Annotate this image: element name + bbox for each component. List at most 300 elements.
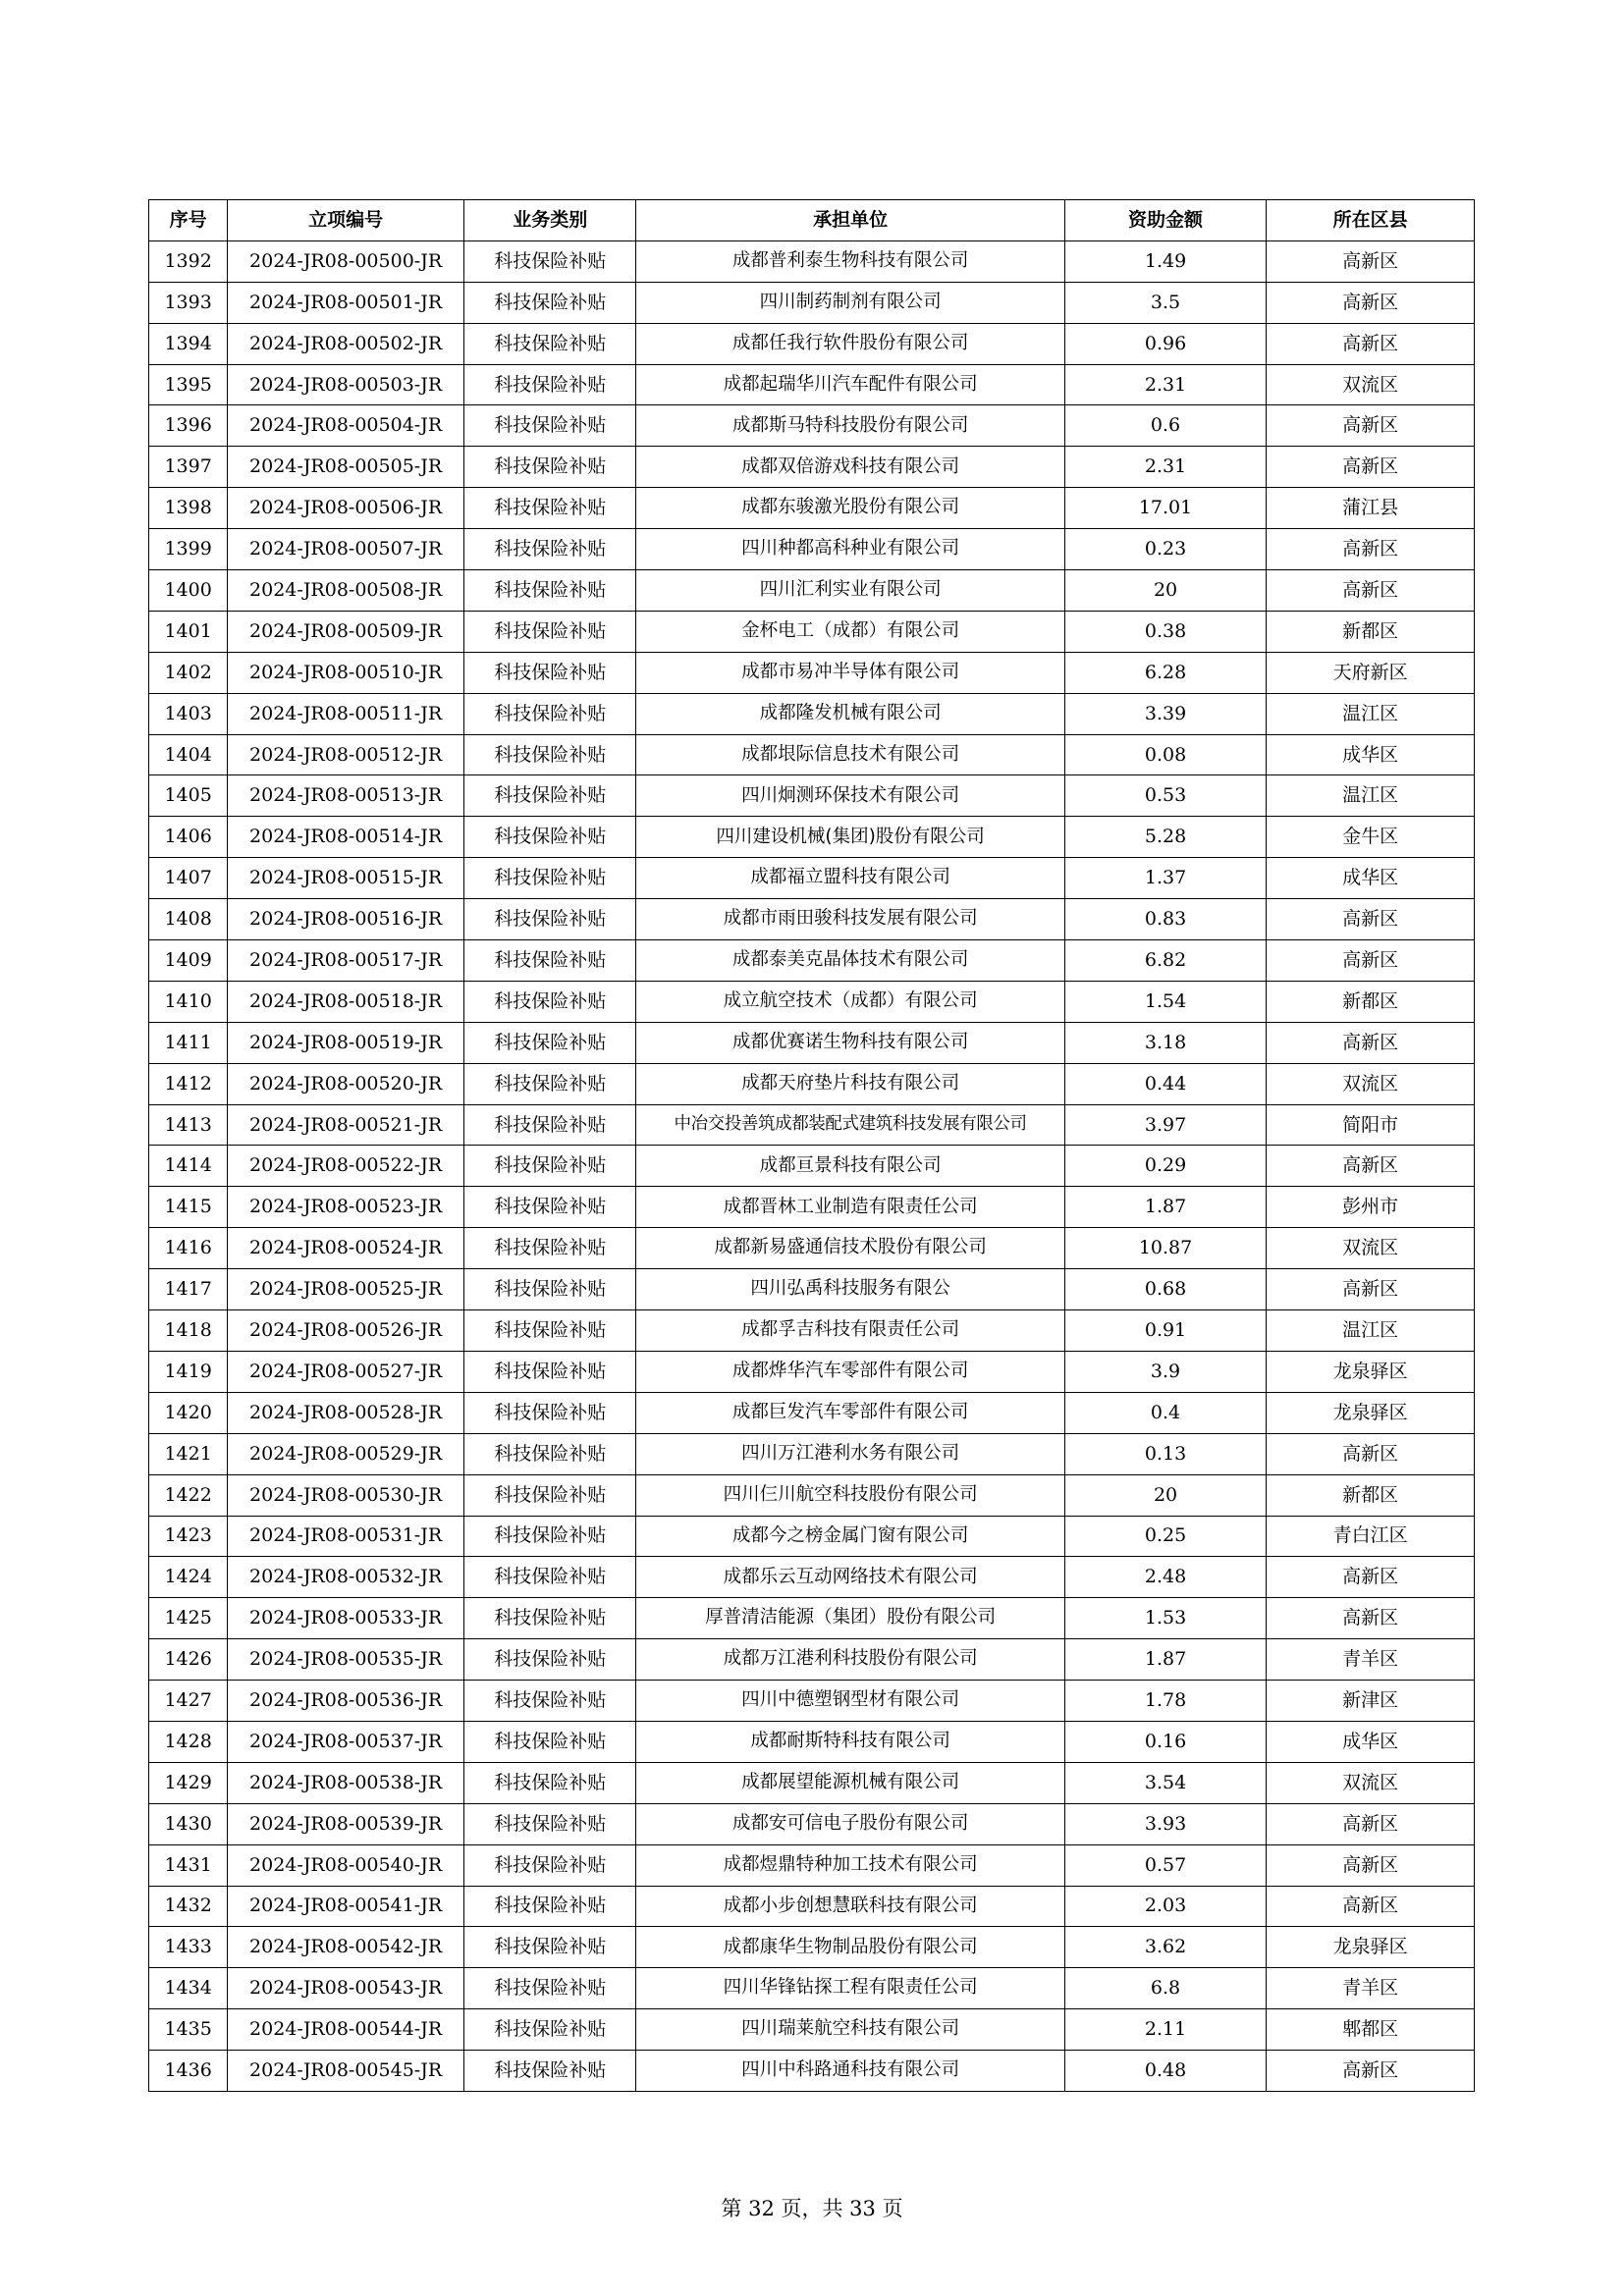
table-row: [149, 1269, 1475, 1310]
cell-index: 1433: [149, 1927, 228, 1968]
table-row: [149, 611, 1475, 652]
header-funding-amount: 资助金额: [1064, 200, 1267, 241]
cell-project-code: 2024-JR08-00505-JR: [228, 447, 464, 488]
cell-business-category: 科技保险补贴: [463, 899, 636, 940]
funding-table: [148, 199, 1475, 2092]
header-index: 序号: [149, 200, 228, 241]
cell-undertaking-unit: 成立航空技术（成都）有限公司: [636, 981, 1064, 1022]
cell-funding-amount: 0.13: [1064, 1433, 1267, 1474]
table-row: [149, 1557, 1475, 1598]
cell-project-code: 2024-JR08-00545-JR: [228, 2051, 464, 2092]
cell-index: 1411: [149, 1022, 228, 1063]
cell-project-code: 2024-JR08-00501-JR: [228, 282, 464, 323]
cell-funding-amount: 2.48: [1064, 1557, 1267, 1598]
cell-undertaking-unit: 金杯电工（成都）有限公司: [636, 611, 1064, 652]
cell-funding-amount: 6.28: [1064, 652, 1267, 693]
cell-project-code: 2024-JR08-00528-JR: [228, 1392, 464, 1433]
cell-district: 高新区: [1267, 282, 1475, 323]
cell-index: 1412: [149, 1063, 228, 1104]
cell-funding-amount: 0.96: [1064, 323, 1267, 364]
cell-index: 1418: [149, 1310, 228, 1352]
table-row: [149, 1681, 1475, 1722]
cell-business-category: 科技保险补贴: [463, 1146, 636, 1187]
cell-project-code: 2024-JR08-00500-JR: [228, 240, 464, 282]
table-row: [149, 652, 1475, 693]
cell-undertaking-unit: 四川种都高科种业有限公司: [636, 529, 1064, 570]
cell-district: 高新区: [1267, 1146, 1475, 1187]
cell-undertaking-unit: 成都展望能源机械有限公司: [636, 1762, 1064, 1803]
cell-funding-amount: 0.68: [1064, 1269, 1267, 1310]
cell-index: 1401: [149, 611, 228, 652]
table-row: [149, 1968, 1475, 2009]
cell-project-code: 2024-JR08-00530-JR: [228, 1474, 464, 1516]
cell-project-code: 2024-JR08-00532-JR: [228, 1557, 464, 1598]
cell-project-code: 2024-JR08-00535-JR: [228, 1639, 464, 1681]
cell-funding-amount: 0.29: [1064, 1146, 1267, 1187]
cell-funding-amount: 20: [1064, 570, 1267, 612]
cell-business-category: 科技保险补贴: [463, 529, 636, 570]
header-business-category: 业务类别: [463, 200, 636, 241]
table-row: [149, 734, 1475, 775]
cell-undertaking-unit: 成都优赛诺生物科技有限公司: [636, 1022, 1064, 1063]
cell-business-category: 科技保险补贴: [463, 652, 636, 693]
cell-business-category: 科技保险补贴: [463, 1927, 636, 1968]
cell-business-category: 科技保险补贴: [463, 488, 636, 529]
table-row: [149, 1022, 1475, 1063]
cell-funding-amount: 3.93: [1064, 1803, 1267, 1844]
cell-district: 高新区: [1267, 1844, 1475, 1886]
cell-funding-amount: 0.6: [1064, 405, 1267, 447]
cell-project-code: 2024-JR08-00525-JR: [228, 1269, 464, 1310]
cell-project-code: 2024-JR08-00504-JR: [228, 405, 464, 447]
cell-business-category: 科技保险补贴: [463, 2009, 636, 2051]
cell-district: 高新区: [1267, 447, 1475, 488]
cell-business-category: 科技保险补贴: [463, 940, 636, 982]
cell-district: 青白江区: [1267, 1516, 1475, 1557]
table-row: [149, 1063, 1475, 1104]
cell-funding-amount: 0.83: [1064, 899, 1267, 940]
cell-business-category: 科技保险补贴: [463, 1968, 636, 2009]
cell-project-code: 2024-JR08-00513-JR: [228, 775, 464, 817]
cell-index: 1417: [149, 1269, 228, 1310]
cell-project-code: 2024-JR08-00540-JR: [228, 1844, 464, 1886]
table-row: [149, 940, 1475, 982]
cell-business-category: 科技保险补贴: [463, 1886, 636, 1927]
cell-undertaking-unit: 成都东骏激光股份有限公司: [636, 488, 1064, 529]
table-row: [149, 323, 1475, 364]
cell-business-category: 科技保险补贴: [463, 1557, 636, 1598]
table-row: [149, 1146, 1475, 1187]
cell-index: 1400: [149, 570, 228, 612]
cell-project-code: 2024-JR08-00515-JR: [228, 858, 464, 899]
cell-business-category: 科技保险补贴: [463, 364, 636, 405]
table-row: [149, 1762, 1475, 1803]
table-row: [149, 817, 1475, 858]
cell-funding-amount: 1.87: [1064, 1187, 1267, 1228]
cell-funding-amount: 5.28: [1064, 817, 1267, 858]
cell-undertaking-unit: 四川炯测环保技术有限公司: [636, 775, 1064, 817]
cell-undertaking-unit: 四川中科路通科技有限公司: [636, 2051, 1064, 2092]
cell-undertaking-unit: 成都任我行软件股份有限公司: [636, 323, 1064, 364]
cell-district: 高新区: [1267, 529, 1475, 570]
cell-index: 1431: [149, 1844, 228, 1886]
cell-undertaking-unit: 成都乐云互动网络技术有限公司: [636, 1557, 1064, 1598]
cell-project-code: 2024-JR08-00538-JR: [228, 1762, 464, 1803]
cell-district: 双流区: [1267, 1762, 1475, 1803]
cell-district: 天府新区: [1267, 652, 1475, 693]
cell-index: 1423: [149, 1516, 228, 1557]
table-row: [149, 2051, 1475, 2092]
cell-project-code: 2024-JR08-00511-JR: [228, 693, 464, 734]
cell-business-category: 科技保险补贴: [463, 570, 636, 612]
cell-district: 高新区: [1267, 940, 1475, 982]
cell-funding-amount: 0.57: [1064, 1844, 1267, 1886]
cell-undertaking-unit: 成都耐斯特科技有限公司: [636, 1721, 1064, 1762]
table-row: [149, 1598, 1475, 1639]
cell-business-category: 科技保险补贴: [463, 1598, 636, 1639]
table-row: [149, 1886, 1475, 1927]
header-district: 所在区县: [1267, 200, 1475, 241]
cell-funding-amount: 3.62: [1064, 1927, 1267, 1968]
cell-project-code: 2024-JR08-00516-JR: [228, 899, 464, 940]
page-number: 第 32 页，共 33 页: [721, 2197, 903, 2220]
cell-business-category: 科技保险补贴: [463, 1433, 636, 1474]
table-row: [149, 240, 1475, 282]
cell-funding-amount: 0.4: [1064, 1392, 1267, 1433]
cell-undertaking-unit: 中冶交投善筑成都装配式建筑科技发展有限公司: [636, 1104, 1064, 1146]
cell-business-category: 科技保险补贴: [463, 817, 636, 858]
cell-index: 1421: [149, 1433, 228, 1474]
cell-index: 1434: [149, 1968, 228, 2009]
cell-business-category: 科技保险补贴: [463, 1228, 636, 1269]
table-row: [149, 405, 1475, 447]
cell-undertaking-unit: 成都泰美克晶体技术有限公司: [636, 940, 1064, 982]
cell-undertaking-unit: 成都万江港利科技股份有限公司: [636, 1639, 1064, 1681]
cell-project-code: 2024-JR08-00537-JR: [228, 1721, 464, 1762]
cell-undertaking-unit: 成都斯马特科技股份有限公司: [636, 405, 1064, 447]
cell-district: 高新区: [1267, 2051, 1475, 2092]
table-row: [149, 1639, 1475, 1681]
cell-index: 1429: [149, 1762, 228, 1803]
cell-funding-amount: 2.11: [1064, 2009, 1267, 2051]
cell-index: 1425: [149, 1598, 228, 1639]
cell-district: 高新区: [1267, 323, 1475, 364]
cell-district: 成华区: [1267, 734, 1475, 775]
cell-district: 高新区: [1267, 1433, 1475, 1474]
cell-business-category: 科技保险补贴: [463, 1474, 636, 1516]
cell-index: 1414: [149, 1146, 228, 1187]
cell-district: 成华区: [1267, 1721, 1475, 1762]
table-body: [149, 240, 1475, 2091]
cell-district: 青羊区: [1267, 1968, 1475, 2009]
table-row: [149, 775, 1475, 817]
cell-index: 1424: [149, 1557, 228, 1598]
cell-index: 1413: [149, 1104, 228, 1146]
table-row: [149, 1516, 1475, 1557]
cell-funding-amount: 3.39: [1064, 693, 1267, 734]
cell-business-category: 科技保险补贴: [463, 775, 636, 817]
cell-project-code: 2024-JR08-00519-JR: [228, 1022, 464, 1063]
cell-district: 高新区: [1267, 1598, 1475, 1639]
table-row: [149, 1433, 1475, 1474]
cell-index: 1395: [149, 364, 228, 405]
cell-funding-amount: 6.8: [1064, 1968, 1267, 2009]
cell-project-code: 2024-JR08-00543-JR: [228, 1968, 464, 2009]
cell-district: 新都区: [1267, 1474, 1475, 1516]
cell-index: 1428: [149, 1721, 228, 1762]
cell-undertaking-unit: 成都康华生物制品股份有限公司: [636, 1927, 1064, 1968]
cell-district: 高新区: [1267, 1557, 1475, 1598]
table-row: [149, 1187, 1475, 1228]
cell-index: 1403: [149, 693, 228, 734]
cell-index: 1408: [149, 899, 228, 940]
table-row: [149, 1310, 1475, 1352]
cell-project-code: 2024-JR08-00518-JR: [228, 981, 464, 1022]
cell-funding-amount: 3.97: [1064, 1104, 1267, 1146]
cell-project-code: 2024-JR08-00531-JR: [228, 1516, 464, 1557]
table-header-row: [149, 200, 1475, 241]
cell-project-code: 2024-JR08-00503-JR: [228, 364, 464, 405]
cell-funding-amount: 0.08: [1064, 734, 1267, 775]
cell-index: 1406: [149, 817, 228, 858]
cell-district: 新都区: [1267, 611, 1475, 652]
cell-index: 1405: [149, 775, 228, 817]
cell-district: 成华区: [1267, 858, 1475, 899]
cell-undertaking-unit: 厚普清洁能源（集团）股份有限公司: [636, 1598, 1064, 1639]
cell-undertaking-unit: 成都垠际信息技术有限公司: [636, 734, 1064, 775]
cell-funding-amount: 3.9: [1064, 1351, 1267, 1392]
cell-business-category: 科技保险补贴: [463, 1721, 636, 1762]
cell-business-category: 科技保险补贴: [463, 858, 636, 899]
cell-funding-amount: 0.44: [1064, 1063, 1267, 1104]
cell-district: 双流区: [1267, 1063, 1475, 1104]
cell-index: 1427: [149, 1681, 228, 1722]
cell-index: 1432: [149, 1886, 228, 1927]
cell-business-category: 科技保险补贴: [463, 1187, 636, 1228]
cell-funding-amount: 1.54: [1064, 981, 1267, 1022]
cell-project-code: 2024-JR08-00541-JR: [228, 1886, 464, 1927]
table-row: [149, 2009, 1475, 2051]
cell-business-category: 科技保险补贴: [463, 693, 636, 734]
cell-district: 彭州市: [1267, 1187, 1475, 1228]
table-row: [149, 570, 1475, 612]
cell-district: 高新区: [1267, 1269, 1475, 1310]
cell-district: 金牛区: [1267, 817, 1475, 858]
cell-undertaking-unit: 成都孚吉科技有限责任公司: [636, 1310, 1064, 1352]
cell-district: 温江区: [1267, 775, 1475, 817]
table-row: [149, 1228, 1475, 1269]
cell-project-code: 2024-JR08-00502-JR: [228, 323, 464, 364]
cell-index: 1410: [149, 981, 228, 1022]
cell-project-code: 2024-JR08-00514-JR: [228, 817, 464, 858]
cell-project-code: 2024-JR08-00533-JR: [228, 1598, 464, 1639]
table-row: [149, 858, 1475, 899]
cell-funding-amount: 2.03: [1064, 1886, 1267, 1927]
cell-project-code: 2024-JR08-00521-JR: [228, 1104, 464, 1146]
cell-index: 1419: [149, 1351, 228, 1392]
cell-funding-amount: 0.48: [1064, 2051, 1267, 2092]
cell-project-code: 2024-JR08-00517-JR: [228, 940, 464, 982]
cell-funding-amount: 2.31: [1064, 447, 1267, 488]
cell-district: 简阳市: [1267, 1104, 1475, 1146]
cell-funding-amount: 1.87: [1064, 1639, 1267, 1681]
cell-district: 高新区: [1267, 570, 1475, 612]
cell-project-code: 2024-JR08-00539-JR: [228, 1803, 464, 1844]
cell-business-category: 科技保险补贴: [463, 240, 636, 282]
cell-project-code: 2024-JR08-00536-JR: [228, 1681, 464, 1722]
cell-project-code: 2024-JR08-00510-JR: [228, 652, 464, 693]
cell-undertaking-unit: 四川华锋钻探工程有限责任公司: [636, 1968, 1064, 2009]
table-row: [149, 282, 1475, 323]
cell-undertaking-unit: 成都巨发汽车零部件有限公司: [636, 1392, 1064, 1433]
cell-district: 龙泉驿区: [1267, 1351, 1475, 1392]
cell-district: 温江区: [1267, 1310, 1475, 1352]
cell-project-code: 2024-JR08-00542-JR: [228, 1927, 464, 1968]
cell-index: 1422: [149, 1474, 228, 1516]
cell-business-category: 科技保险补贴: [463, 405, 636, 447]
cell-district: 高新区: [1267, 1886, 1475, 1927]
table-row: [149, 1104, 1475, 1146]
table-row: [149, 1474, 1475, 1516]
cell-project-code: 2024-JR08-00544-JR: [228, 2009, 464, 2051]
cell-funding-amount: 0.91: [1064, 1310, 1267, 1352]
cell-undertaking-unit: 四川制药制剂有限公司: [636, 282, 1064, 323]
cell-district: 温江区: [1267, 693, 1475, 734]
header-undertaking-unit: 承担单位: [636, 200, 1064, 241]
cell-index: 1420: [149, 1392, 228, 1433]
cell-index: 1415: [149, 1187, 228, 1228]
cell-district: 高新区: [1267, 1803, 1475, 1844]
cell-index: 1394: [149, 323, 228, 364]
cell-project-code: 2024-JR08-00520-JR: [228, 1063, 464, 1104]
cell-undertaking-unit: 成都小步创想慧联科技有限公司: [636, 1886, 1064, 1927]
table-row: [149, 1803, 1475, 1844]
cell-business-category: 科技保险补贴: [463, 1516, 636, 1557]
cell-business-category: 科技保险补贴: [463, 1104, 636, 1146]
cell-undertaking-unit: 四川弘禹科技服务有限公: [636, 1269, 1064, 1310]
table-row: [149, 447, 1475, 488]
cell-funding-amount: 0.16: [1064, 1721, 1267, 1762]
cell-funding-amount: 3.5: [1064, 282, 1267, 323]
cell-undertaking-unit: 四川建设机械(集团)股份有限公司: [636, 817, 1064, 858]
table-row: [149, 1351, 1475, 1392]
cell-index: 1426: [149, 1639, 228, 1681]
cell-funding-amount: 0.25: [1064, 1516, 1267, 1557]
cell-undertaking-unit: 成都市雨田骏科技发展有限公司: [636, 899, 1064, 940]
cell-funding-amount: 1.37: [1064, 858, 1267, 899]
cell-district: 高新区: [1267, 240, 1475, 282]
cell-project-code: 2024-JR08-00527-JR: [228, 1351, 464, 1392]
cell-business-category: 科技保险补贴: [463, 323, 636, 364]
cell-project-code: 2024-JR08-00506-JR: [228, 488, 464, 529]
cell-funding-amount: 0.38: [1064, 611, 1267, 652]
cell-district: 新都区: [1267, 981, 1475, 1022]
cell-undertaking-unit: 成都普利泰生物科技有限公司: [636, 240, 1064, 282]
cell-district: 高新区: [1267, 1022, 1475, 1063]
table-row: [149, 899, 1475, 940]
table-row: [149, 1392, 1475, 1433]
cell-index: 1430: [149, 1803, 228, 1844]
cell-index: 1402: [149, 652, 228, 693]
cell-undertaking-unit: 成都福立盟科技有限公司: [636, 858, 1064, 899]
cell-undertaking-unit: 成都天府垫片科技有限公司: [636, 1063, 1064, 1104]
cell-business-category: 科技保险补贴: [463, 1762, 636, 1803]
header-project-code: 立项编号: [228, 200, 464, 241]
cell-undertaking-unit: 成都起瑞华川汽车配件有限公司: [636, 364, 1064, 405]
cell-undertaking-unit: 成都隆发机械有限公司: [636, 693, 1064, 734]
cell-index: 1396: [149, 405, 228, 447]
cell-business-category: 科技保险补贴: [463, 1639, 636, 1681]
cell-funding-amount: 1.78: [1064, 1681, 1267, 1722]
cell-business-category: 科技保险补贴: [463, 2051, 636, 2092]
cell-district: 高新区: [1267, 405, 1475, 447]
cell-undertaking-unit: 成都煜鼎特种加工技术有限公司: [636, 1844, 1064, 1886]
cell-business-category: 科技保险补贴: [463, 1351, 636, 1392]
cell-funding-amount: 0.53: [1064, 775, 1267, 817]
table-row: [149, 981, 1475, 1022]
cell-funding-amount: 17.01: [1064, 488, 1267, 529]
cell-project-code: 2024-JR08-00524-JR: [228, 1228, 464, 1269]
cell-district: 蒲江县: [1267, 488, 1475, 529]
cell-funding-amount: 20: [1064, 1474, 1267, 1516]
cell-business-category: 科技保险补贴: [463, 1310, 636, 1352]
cell-project-code: 2024-JR08-00526-JR: [228, 1310, 464, 1352]
table-row: [149, 529, 1475, 570]
cell-project-code: 2024-JR08-00522-JR: [228, 1146, 464, 1187]
table-row: [149, 693, 1475, 734]
cell-undertaking-unit: 四川汇利实业有限公司: [636, 570, 1064, 612]
cell-business-category: 科技保险补贴: [463, 1681, 636, 1722]
cell-index: 1399: [149, 529, 228, 570]
cell-funding-amount: 3.18: [1064, 1022, 1267, 1063]
cell-district: 高新区: [1267, 899, 1475, 940]
cell-funding-amount: 10.87: [1064, 1228, 1267, 1269]
cell-business-category: 科技保险补贴: [463, 611, 636, 652]
cell-business-category: 科技保险补贴: [463, 1063, 636, 1104]
cell-index: 1409: [149, 940, 228, 982]
cell-index: 1393: [149, 282, 228, 323]
cell-index: 1435: [149, 2009, 228, 2051]
cell-undertaking-unit: 成都安可信电子股份有限公司: [636, 1803, 1064, 1844]
cell-undertaking-unit: 成都新易盛通信技术股份有限公司: [636, 1228, 1064, 1269]
cell-undertaking-unit: 四川中德塑钢型材有限公司: [636, 1681, 1064, 1722]
table-row: [149, 488, 1475, 529]
cell-funding-amount: 6.82: [1064, 940, 1267, 982]
cell-undertaking-unit: 成都烨华汽车零部件有限公司: [636, 1351, 1064, 1392]
cell-business-category: 科技保险补贴: [463, 282, 636, 323]
cell-business-category: 科技保险补贴: [463, 1803, 636, 1844]
cell-business-category: 科技保险补贴: [463, 1844, 636, 1886]
cell-district: 双流区: [1267, 1228, 1475, 1269]
cell-business-category: 科技保险补贴: [463, 734, 636, 775]
cell-undertaking-unit: 四川万江港利水务有限公司: [636, 1433, 1064, 1474]
cell-undertaking-unit: 成都双倍游戏科技有限公司: [636, 447, 1064, 488]
cell-index: 1397: [149, 447, 228, 488]
cell-undertaking-unit: 成都市易冲半导体有限公司: [636, 652, 1064, 693]
cell-funding-amount: 2.31: [1064, 364, 1267, 405]
table-row: [149, 1844, 1475, 1886]
cell-business-category: 科技保险补贴: [463, 1392, 636, 1433]
cell-index: 1392: [149, 240, 228, 282]
cell-undertaking-unit: 四川瑞莱航空科技有限公司: [636, 2009, 1064, 2051]
cell-district: 青羊区: [1267, 1639, 1475, 1681]
cell-business-category: 科技保险补贴: [463, 981, 636, 1022]
cell-project-code: 2024-JR08-00529-JR: [228, 1433, 464, 1474]
cell-funding-amount: 3.54: [1064, 1762, 1267, 1803]
cell-district: 龙泉驿区: [1267, 1392, 1475, 1433]
cell-business-category: 科技保险补贴: [463, 447, 636, 488]
table-row: [149, 364, 1475, 405]
